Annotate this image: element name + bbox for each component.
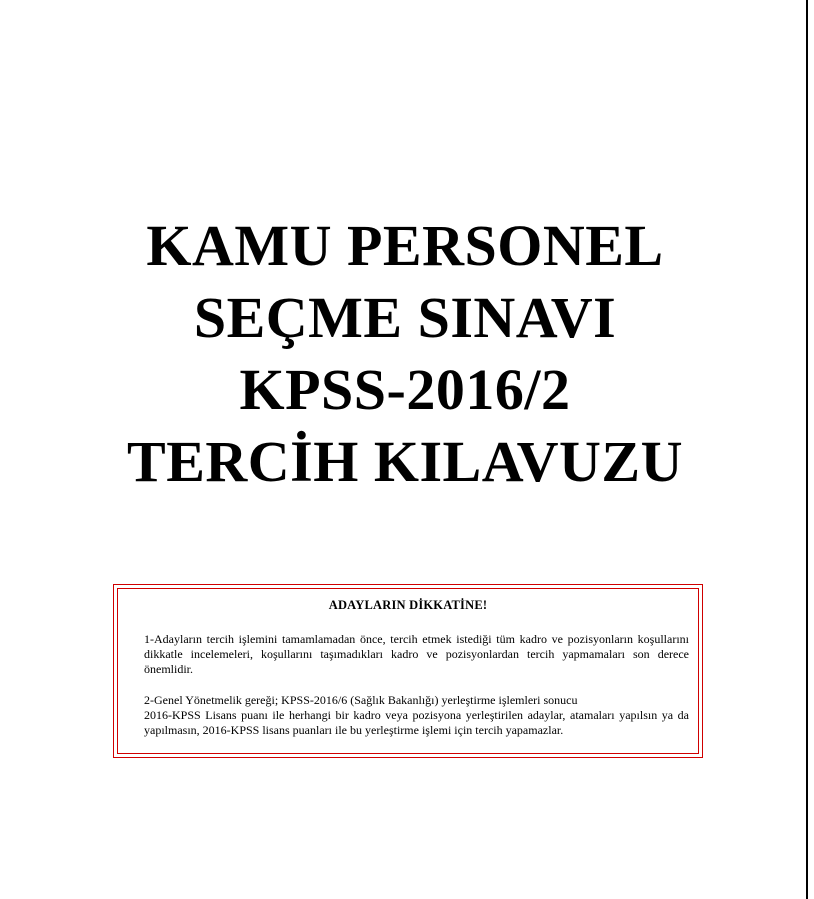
title-line-3: KPSS-2016/2 <box>239 357 571 422</box>
title-line-2: SEÇME SINAVI <box>193 285 617 350</box>
notice-box <box>113 584 703 758</box>
title-line-4: TERCİH KILAVUZU <box>127 429 683 494</box>
notice-item-1: 1-Adayların tercih işlemini tamamlamadan önce, tercih etmek istediği tüm kadro ve pozisyonların koşullarını dikkatle incelemeleri, koşullarını taşımadıkları kadro ve pozisyonlardan tercih yapmamaları son derece önemlidir. <box>144 632 689 677</box>
notice-heading: ADAYLARIN DİKKATİNE! <box>328 598 488 612</box>
notice-item-2-rest: 2016-KPSS Lisans puanı ile herhangi bir kadro veya pozisyona yerleştirilen adaylar, atamaları yapılsın ya da yapılmasın, 2016-KPSS lisans puanları ile bu yerleştirme işlemi için tercih yapamazlar. <box>144 708 689 738</box>
notice-item-2-first-line: 2-Genel Yönetmelik gereği; KPSS-2016/6 (Sağlık Bakanlığı) yerleştirme işlemleri sonucu <box>144 693 578 707</box>
page-edge-line <box>806 0 808 899</box>
notice-item-2 <box>144 693 689 739</box>
document-title <box>60 210 750 498</box>
title-line-1: KAMU PERSONEL <box>146 213 664 278</box>
